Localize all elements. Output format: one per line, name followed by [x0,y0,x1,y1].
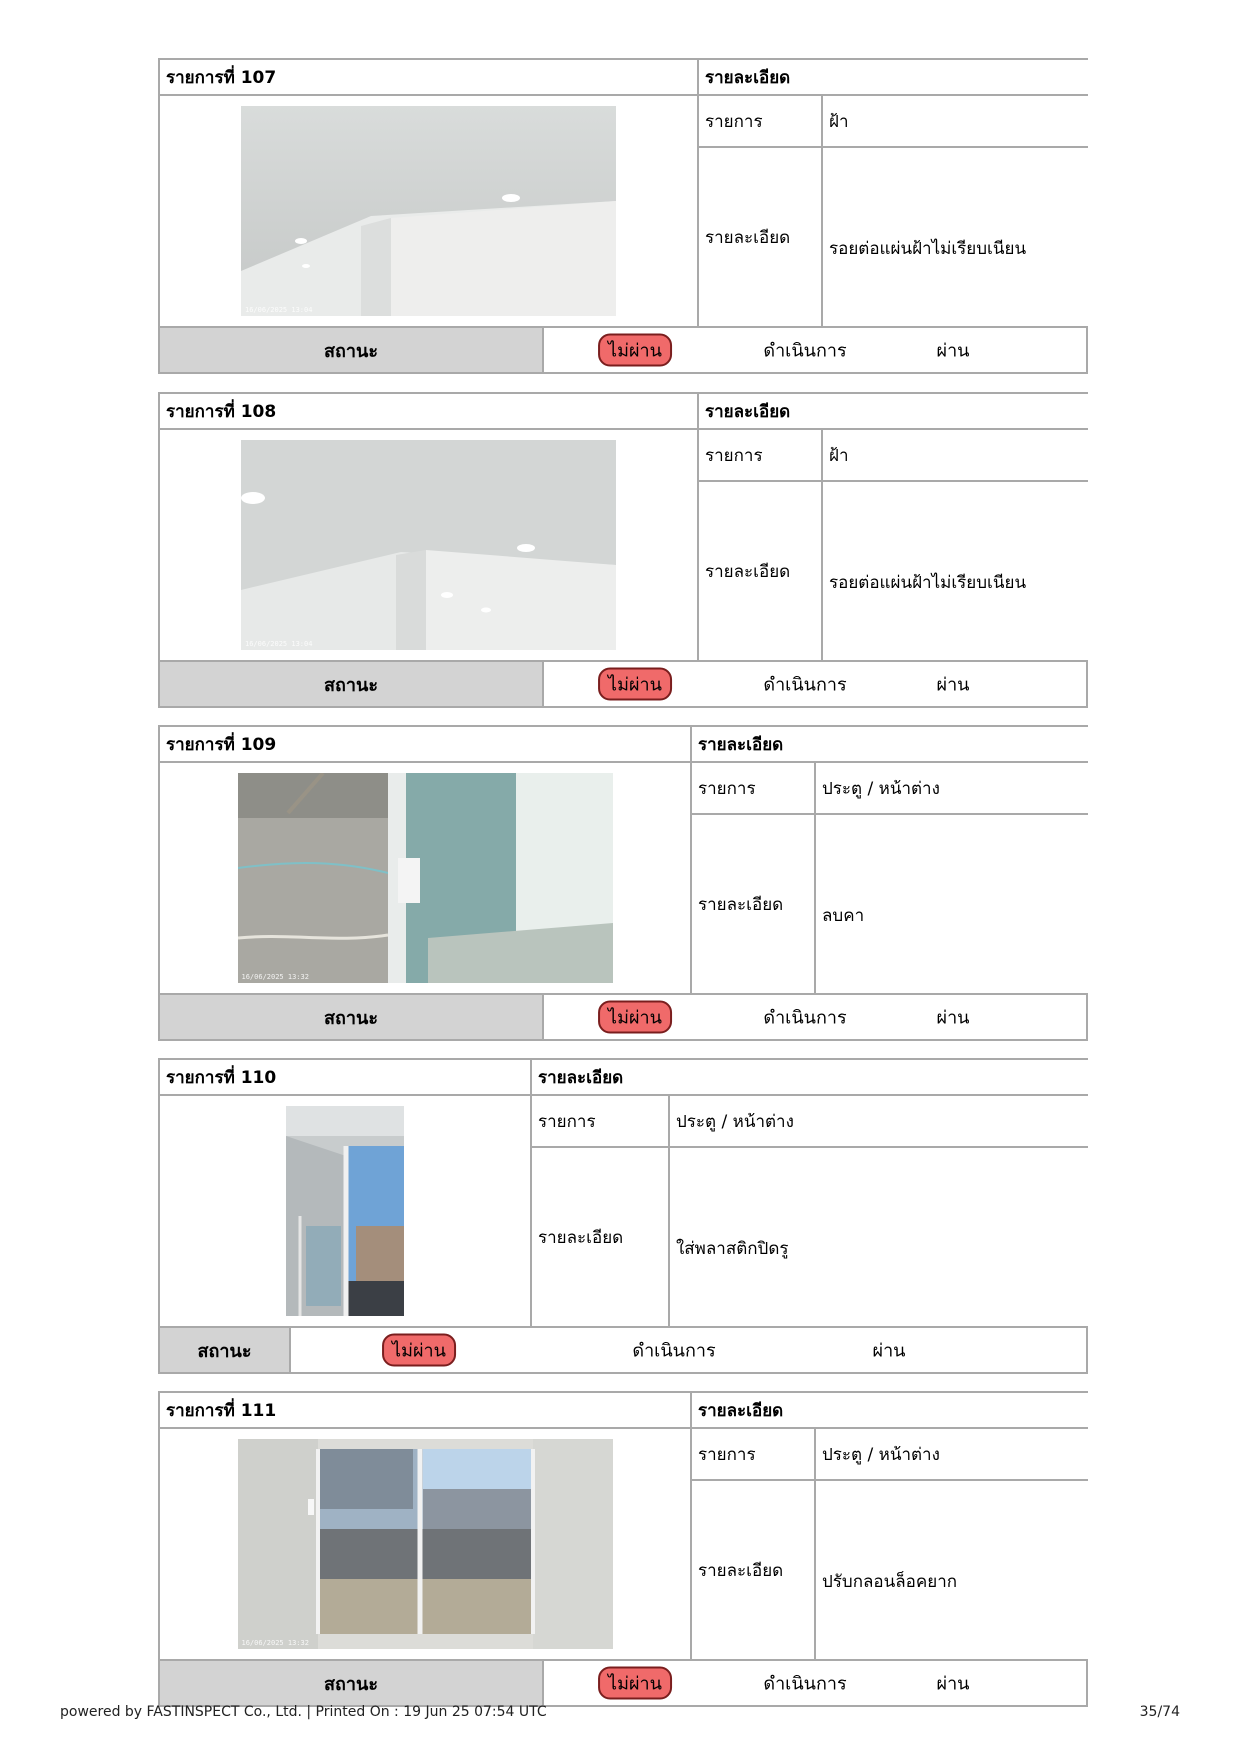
details-header: รายละเอียด [532,1060,1088,1094]
status-label: สถานะ [160,1661,542,1705]
status-label: สถานะ [160,662,542,706]
status-label: สถานะ [160,995,542,1039]
status-row [158,1328,1088,1374]
status-options [544,662,1086,706]
inspection-card [158,392,1088,708]
item-value: ประตู / หน้าต่าง [816,1429,1088,1479]
inspection-photo[interactable] [286,1106,404,1316]
status-pass-option[interactable]: ผ่าน [936,674,970,696]
status-fail-option[interactable]: ไม่ผ่าน [598,1001,672,1034]
status-in-progress-option[interactable]: ดำเนินการ [763,674,847,696]
item-label: รายการ [692,763,814,813]
item-label: รายการ [699,430,821,480]
item-value: ประตู / หน้าต่าง [670,1096,1088,1146]
item-value: ฝ้า [823,430,1088,480]
inspection-card [158,1391,1088,1707]
status-in-progress-option[interactable]: ดำเนินการ [632,1340,716,1362]
status-label: สถานะ [160,328,542,372]
detail-label: รายละเอียด [692,1481,814,1659]
photo-timestamp: 16/06/2025 13:32 [241,973,309,981]
detail-label: รายละเอียด [532,1148,668,1326]
status-fail-option[interactable]: ไม่ผ่าน [598,668,672,701]
status-pass-option[interactable]: ผ่าน [936,1007,970,1029]
inspection-card [158,725,1088,1041]
status-options [544,1661,1086,1705]
detail-value: ใส่พลาสติกปิดรู [670,1148,1088,1326]
status-row [158,662,1088,708]
detail-value: ปรับกลอนล็อคยาก [816,1481,1088,1659]
item-label: รายการ [532,1096,668,1146]
detail-label: รายละเอียด [692,815,814,993]
inspection-photo[interactable] [241,106,616,316]
detail-value: ลบคา [816,815,1088,993]
inspection-photo[interactable] [238,773,613,983]
detail-label: รายละเอียด [699,482,821,660]
photo-timestamp: 16/06/2025 13:32 [241,1639,309,1647]
page-number: 35/74 [1139,1704,1180,1720]
status-row [158,328,1088,374]
status-options [544,995,1086,1039]
status-fail-option[interactable]: ไม่ผ่าน [382,1334,456,1367]
status-in-progress-option[interactable]: ดำเนินการ [763,1007,847,1029]
detail-label: รายละเอียด [699,148,821,326]
detail-value: รอยต่อแผ่นฝ้าไม่เรียบเนียน [823,148,1088,326]
item-value: ฝ้า [823,96,1088,146]
status-options [291,1328,1086,1372]
inspection-photo[interactable] [241,440,616,650]
item-title: รายการที่ 111 [160,1393,690,1427]
status-pass-option[interactable]: ผ่าน [936,1673,970,1695]
status-fail-option[interactable]: ไม่ผ่าน [598,334,672,367]
photo-timestamp: 16/06/2025 13:04 [245,640,313,648]
item-label: รายการ [692,1429,814,1479]
photo-cell [160,763,690,993]
item-title: รายการที่ 109 [160,727,690,761]
inspection-card [158,58,1088,374]
detail-value: รอยต่อแผ่นฝ้าไม่เรียบเนียน [823,482,1088,660]
inspection-card [158,1058,1088,1374]
item-label: รายการ [699,96,821,146]
details-header: รายละเอียด [699,60,1088,94]
details-header: รายละเอียด [692,1393,1088,1427]
status-in-progress-option[interactable]: ดำเนินการ [763,1673,847,1695]
footer-powered-by: powered by FASTINSPECT Co., Ltd. | Printed On : 19 Jun 25 07:54 UTC [60,1704,547,1720]
photo-cell [160,96,697,326]
status-options [544,328,1086,372]
photo-cell [160,1096,530,1326]
status-pass-option[interactable]: ผ่าน [936,340,970,362]
photo-timestamp: 16/06/2025 13:04 [245,306,313,314]
item-title: รายการที่ 107 [160,60,697,94]
item-title: รายการที่ 108 [160,394,697,428]
status-in-progress-option[interactable]: ดำเนินการ [763,340,847,362]
status-label: สถานะ [160,1328,289,1372]
photo-cell [160,430,697,660]
inspection-photo[interactable] [238,1439,613,1649]
status-row [158,995,1088,1041]
photo-cell [160,1429,690,1659]
details-header: รายละเอียด [699,394,1088,428]
status-pass-option[interactable]: ผ่าน [872,1340,906,1362]
details-header: รายละเอียด [692,727,1088,761]
item-value: ประตู / หน้าต่าง [816,763,1088,813]
status-row [158,1661,1088,1707]
item-title: รายการที่ 110 [160,1060,530,1094]
status-fail-option[interactable]: ไม่ผ่าน [598,1667,672,1700]
